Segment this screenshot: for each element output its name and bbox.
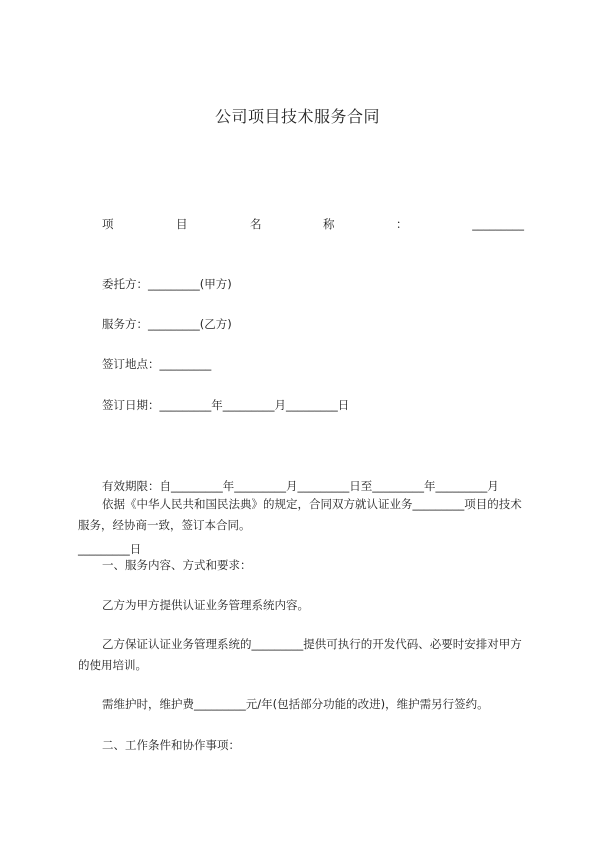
project-name-row [102, 214, 524, 234]
section1-paragraph-2: 乙方保证认证业务管理系统的_________提供可执行的开发代码、必要时安排对甲方的使用培训。 [78, 637, 522, 672]
section1-paragraph-1: 乙方为甲方提供认证业务管理系统内容。 [102, 598, 309, 612]
section1-paragraph-3: 需维护时，维护费_________元/年(包括部分功能的改进)，维护需另行签约。 [102, 697, 489, 711]
section1-heading: 一、服务内容、方式和要求： [102, 558, 252, 572]
project-name-char: 名 [250, 217, 262, 231]
validity-line-1: 有效期限：自_________年_________月_________日至_________年_________月 [102, 479, 499, 493]
intro-paragraph: 依据《中华人民共和国民法典》的规定，合同双方就认证业务_________项目的技术服务，经协商一致，签订本合同。 [78, 497, 522, 532]
client-field: 委托方：_________(甲方) [102, 277, 232, 291]
project-name-char: 称 [323, 217, 335, 231]
project-name-char: ： [396, 217, 408, 231]
signing-location-field: 签订地点：_________ [102, 357, 212, 371]
project-name-char: 项 [102, 217, 114, 231]
validity-line-2: _________日 [78, 542, 142, 556]
project-name-char: 目 [176, 217, 188, 231]
project-name-blank: _________ [472, 217, 524, 231]
document-title: 公司项目技术服务合同 [214, 107, 380, 126]
signing-date-field: 签订日期：_________年_________月_________日 [102, 398, 350, 412]
provider-field: 服务方：_________(乙方) [102, 317, 232, 331]
section2-heading: 二、工作条件和协作事项： [102, 738, 240, 752]
